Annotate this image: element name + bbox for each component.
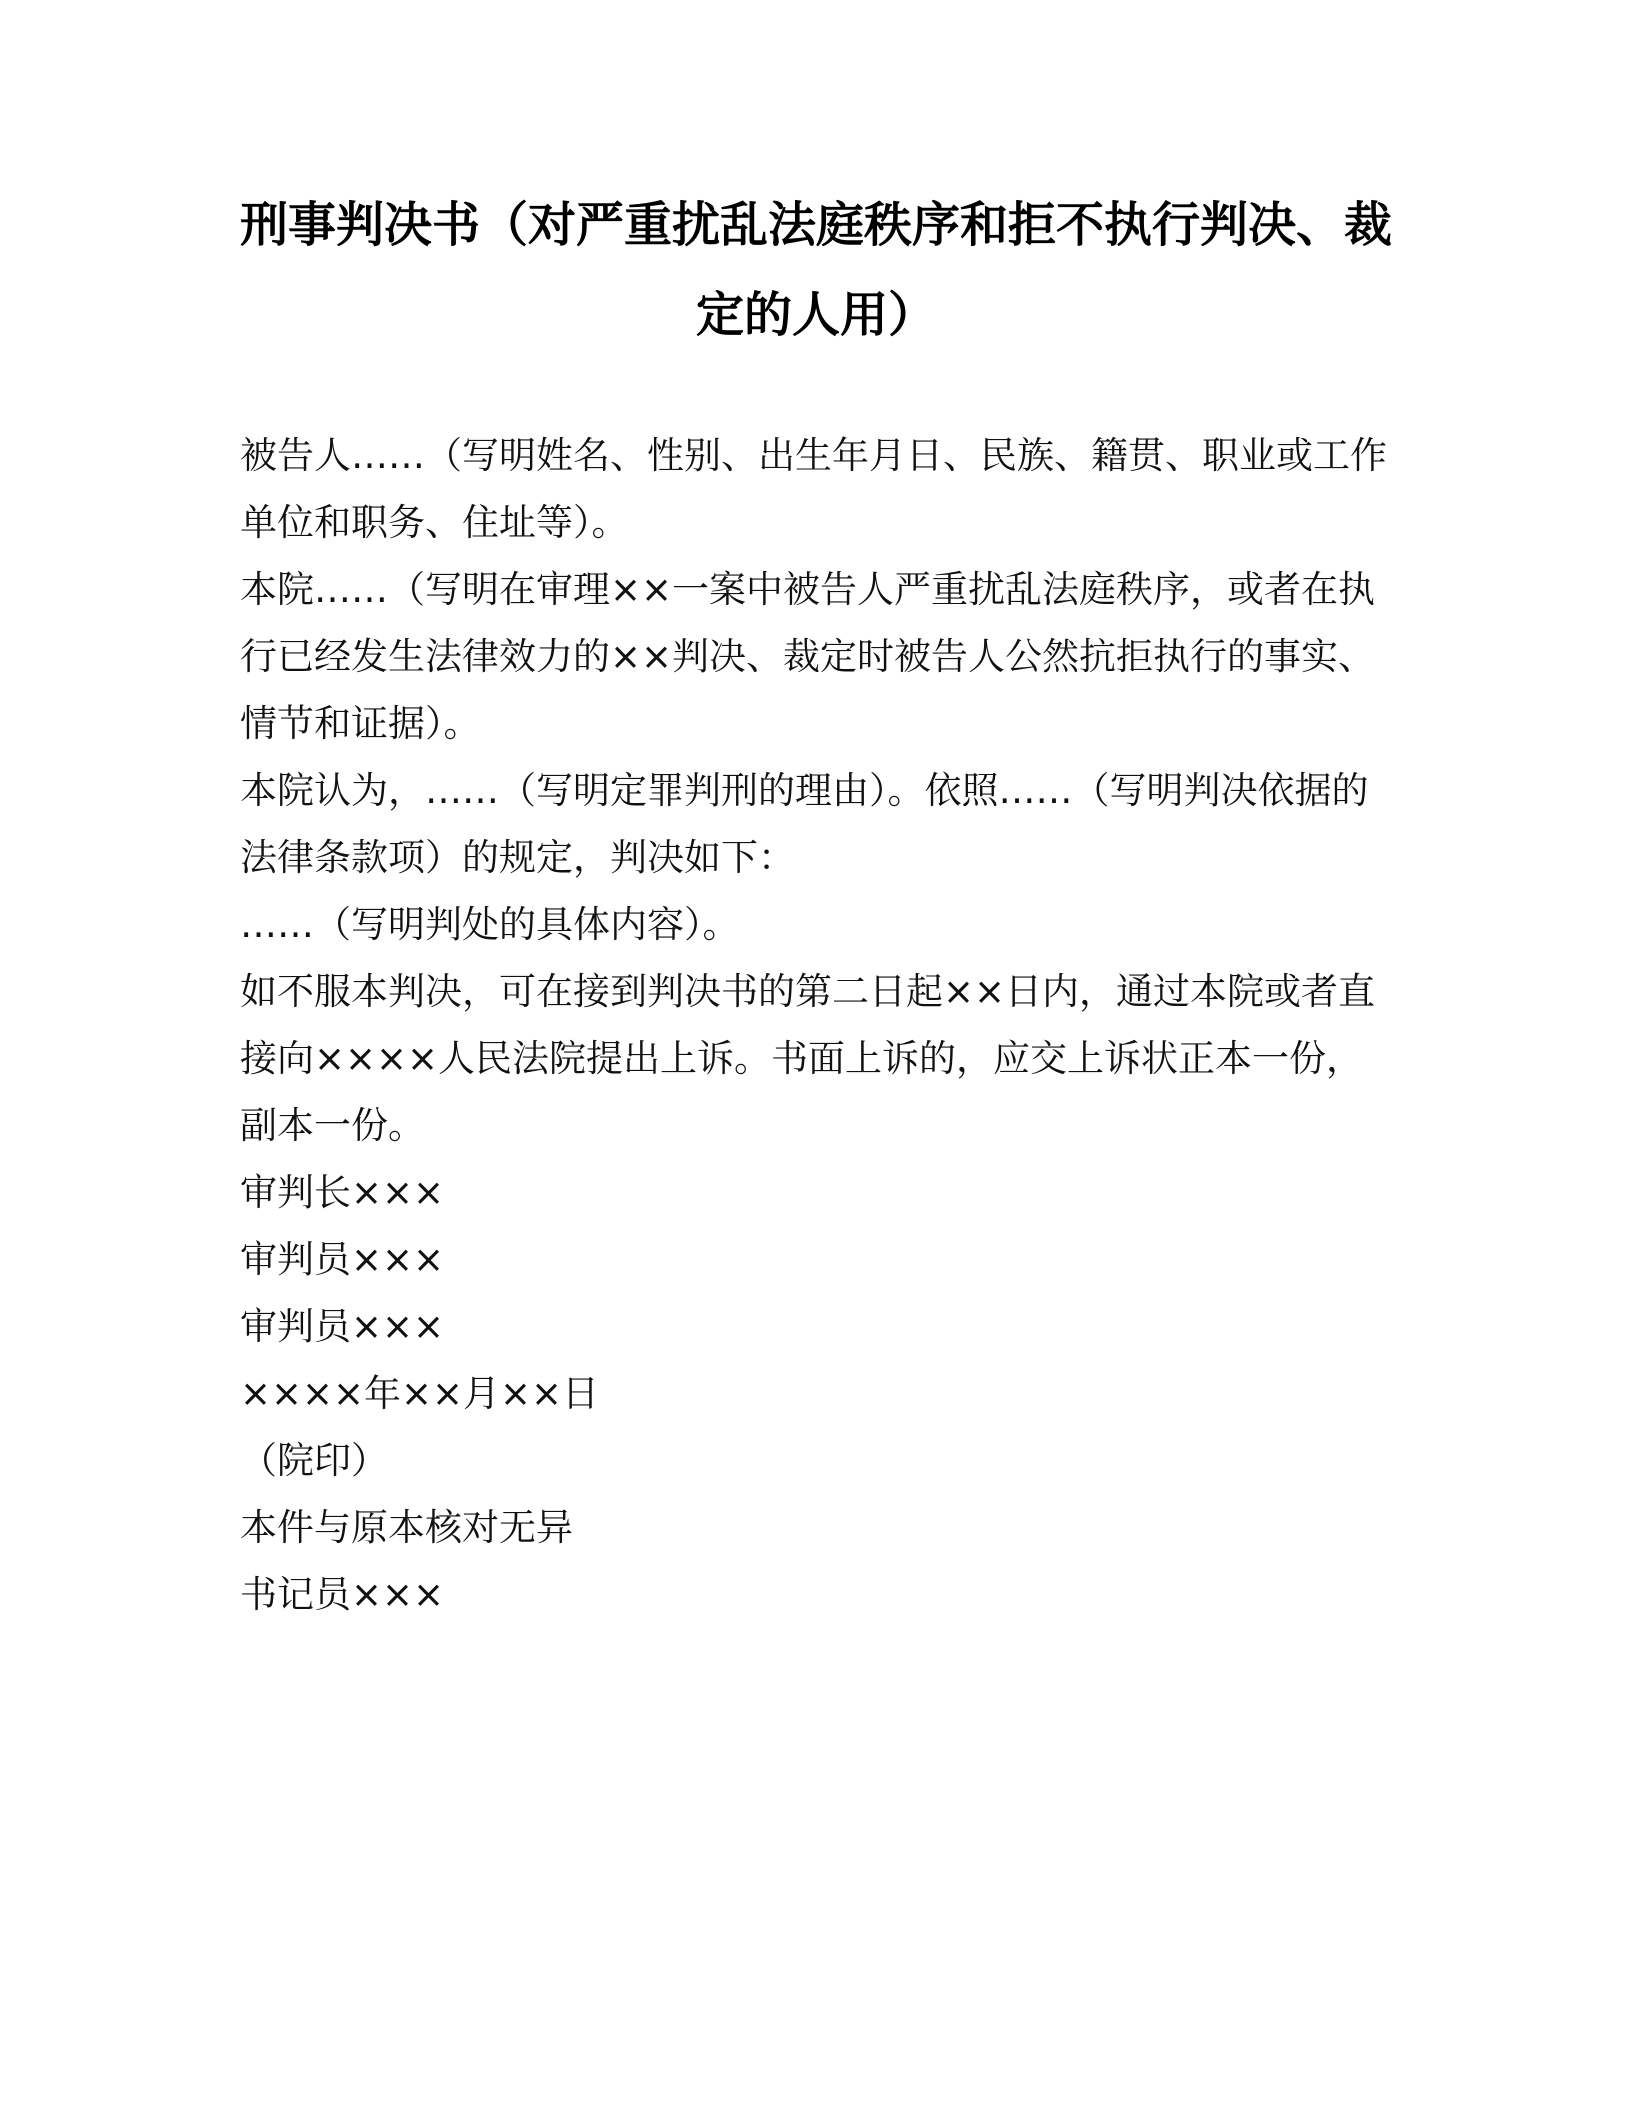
document-body xyxy=(240,422,1392,1628)
appeal-paragraph: 如不服本判决，可在接到判决书的第二日起××日内，通过本院或者直接向××××人民法院提出上诉。书面上诉的，应交上诉状正本一份，副本一份。 xyxy=(240,970,1376,1147)
clerk-line: 书记员××× xyxy=(240,1573,445,1616)
defendant-paragraph: 被告人……（写明姓名、性别、出生年月日、民族、籍贯、职业或工作单位和职务、住址等）。 xyxy=(240,434,1387,544)
judge-line: 审判员××× xyxy=(240,1238,445,1281)
court-seal-line: （院印） xyxy=(240,1439,388,1482)
verdict-paragraph: ……（写明判处的具体内容）。 xyxy=(240,903,740,946)
judge-line: 审判员××× xyxy=(240,1305,445,1348)
presiding-judge-line: 审判长××× xyxy=(240,1171,445,1214)
date-line: ××××年××月××日 xyxy=(240,1372,600,1415)
reasoning-paragraph: 本院认为，……（写明定罪判刑的理由）。依照……（写明判决依据的法律条款项）的规定，判决如下： xyxy=(240,769,1369,879)
facts-paragraph: 本院……（写明在审理××一案中被告人严重扰乱法庭秩序，或者在执行已经发生法律效力的××判决、裁定时被告人公然抗拒执行的事实、情节和证据）。 xyxy=(240,568,1376,745)
document-title: 刑事判决书（对严重扰乱法庭秩序和拒不执行判决、裁定的人用） xyxy=(240,197,1393,343)
verification-line: 本件与原本核对无异 xyxy=(240,1506,573,1549)
